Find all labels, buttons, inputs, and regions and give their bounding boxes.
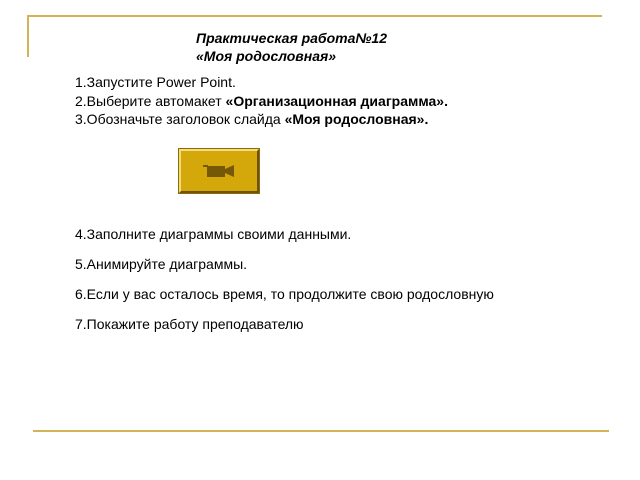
slide-title-line-2: «Моя родословная» bbox=[196, 48, 337, 64]
instruction-step-4: 4.Заполните диаграммы своими данными. bbox=[75, 226, 352, 242]
instruction-step-1 bbox=[75, 73, 448, 92]
instruction-step-5: 5.Анимируйте диаграммы. bbox=[75, 256, 248, 272]
instruction-step-2-text: 2.Выберите автомакет bbox=[75, 92, 226, 109]
video-camera-icon bbox=[203, 163, 235, 179]
instruction-step-6: 6.Если у вас осталось время, то продолжите свою родословную bbox=[75, 286, 494, 302]
instruction-list-bottom bbox=[75, 226, 494, 346]
instruction-step-3-emphasis: «Моя родословная». bbox=[284, 111, 429, 127]
play-video-button[interactable] bbox=[179, 149, 259, 193]
top-decorative-rule bbox=[27, 15, 602, 17]
instruction-step-2-emphasis: «Организационная диаграмма». bbox=[225, 92, 448, 109]
instruction-step-7: 7.Покажите работу преподавателю bbox=[75, 316, 304, 332]
instruction-step-3 bbox=[75, 110, 448, 129]
left-decorative-rule bbox=[27, 15, 29, 57]
slide-title-line-1: Практическая работа№12 bbox=[196, 30, 388, 46]
instruction-step-2 bbox=[75, 92, 448, 111]
instruction-step-1-text: 1.Запустите Power Point. bbox=[75, 74, 236, 90]
instruction-step-3-text: 3.Обозначьте заголовок слайда bbox=[75, 111, 285, 127]
instruction-list-top bbox=[75, 73, 448, 129]
slide-title bbox=[196, 29, 387, 65]
bottom-decorative-rule bbox=[33, 430, 609, 432]
